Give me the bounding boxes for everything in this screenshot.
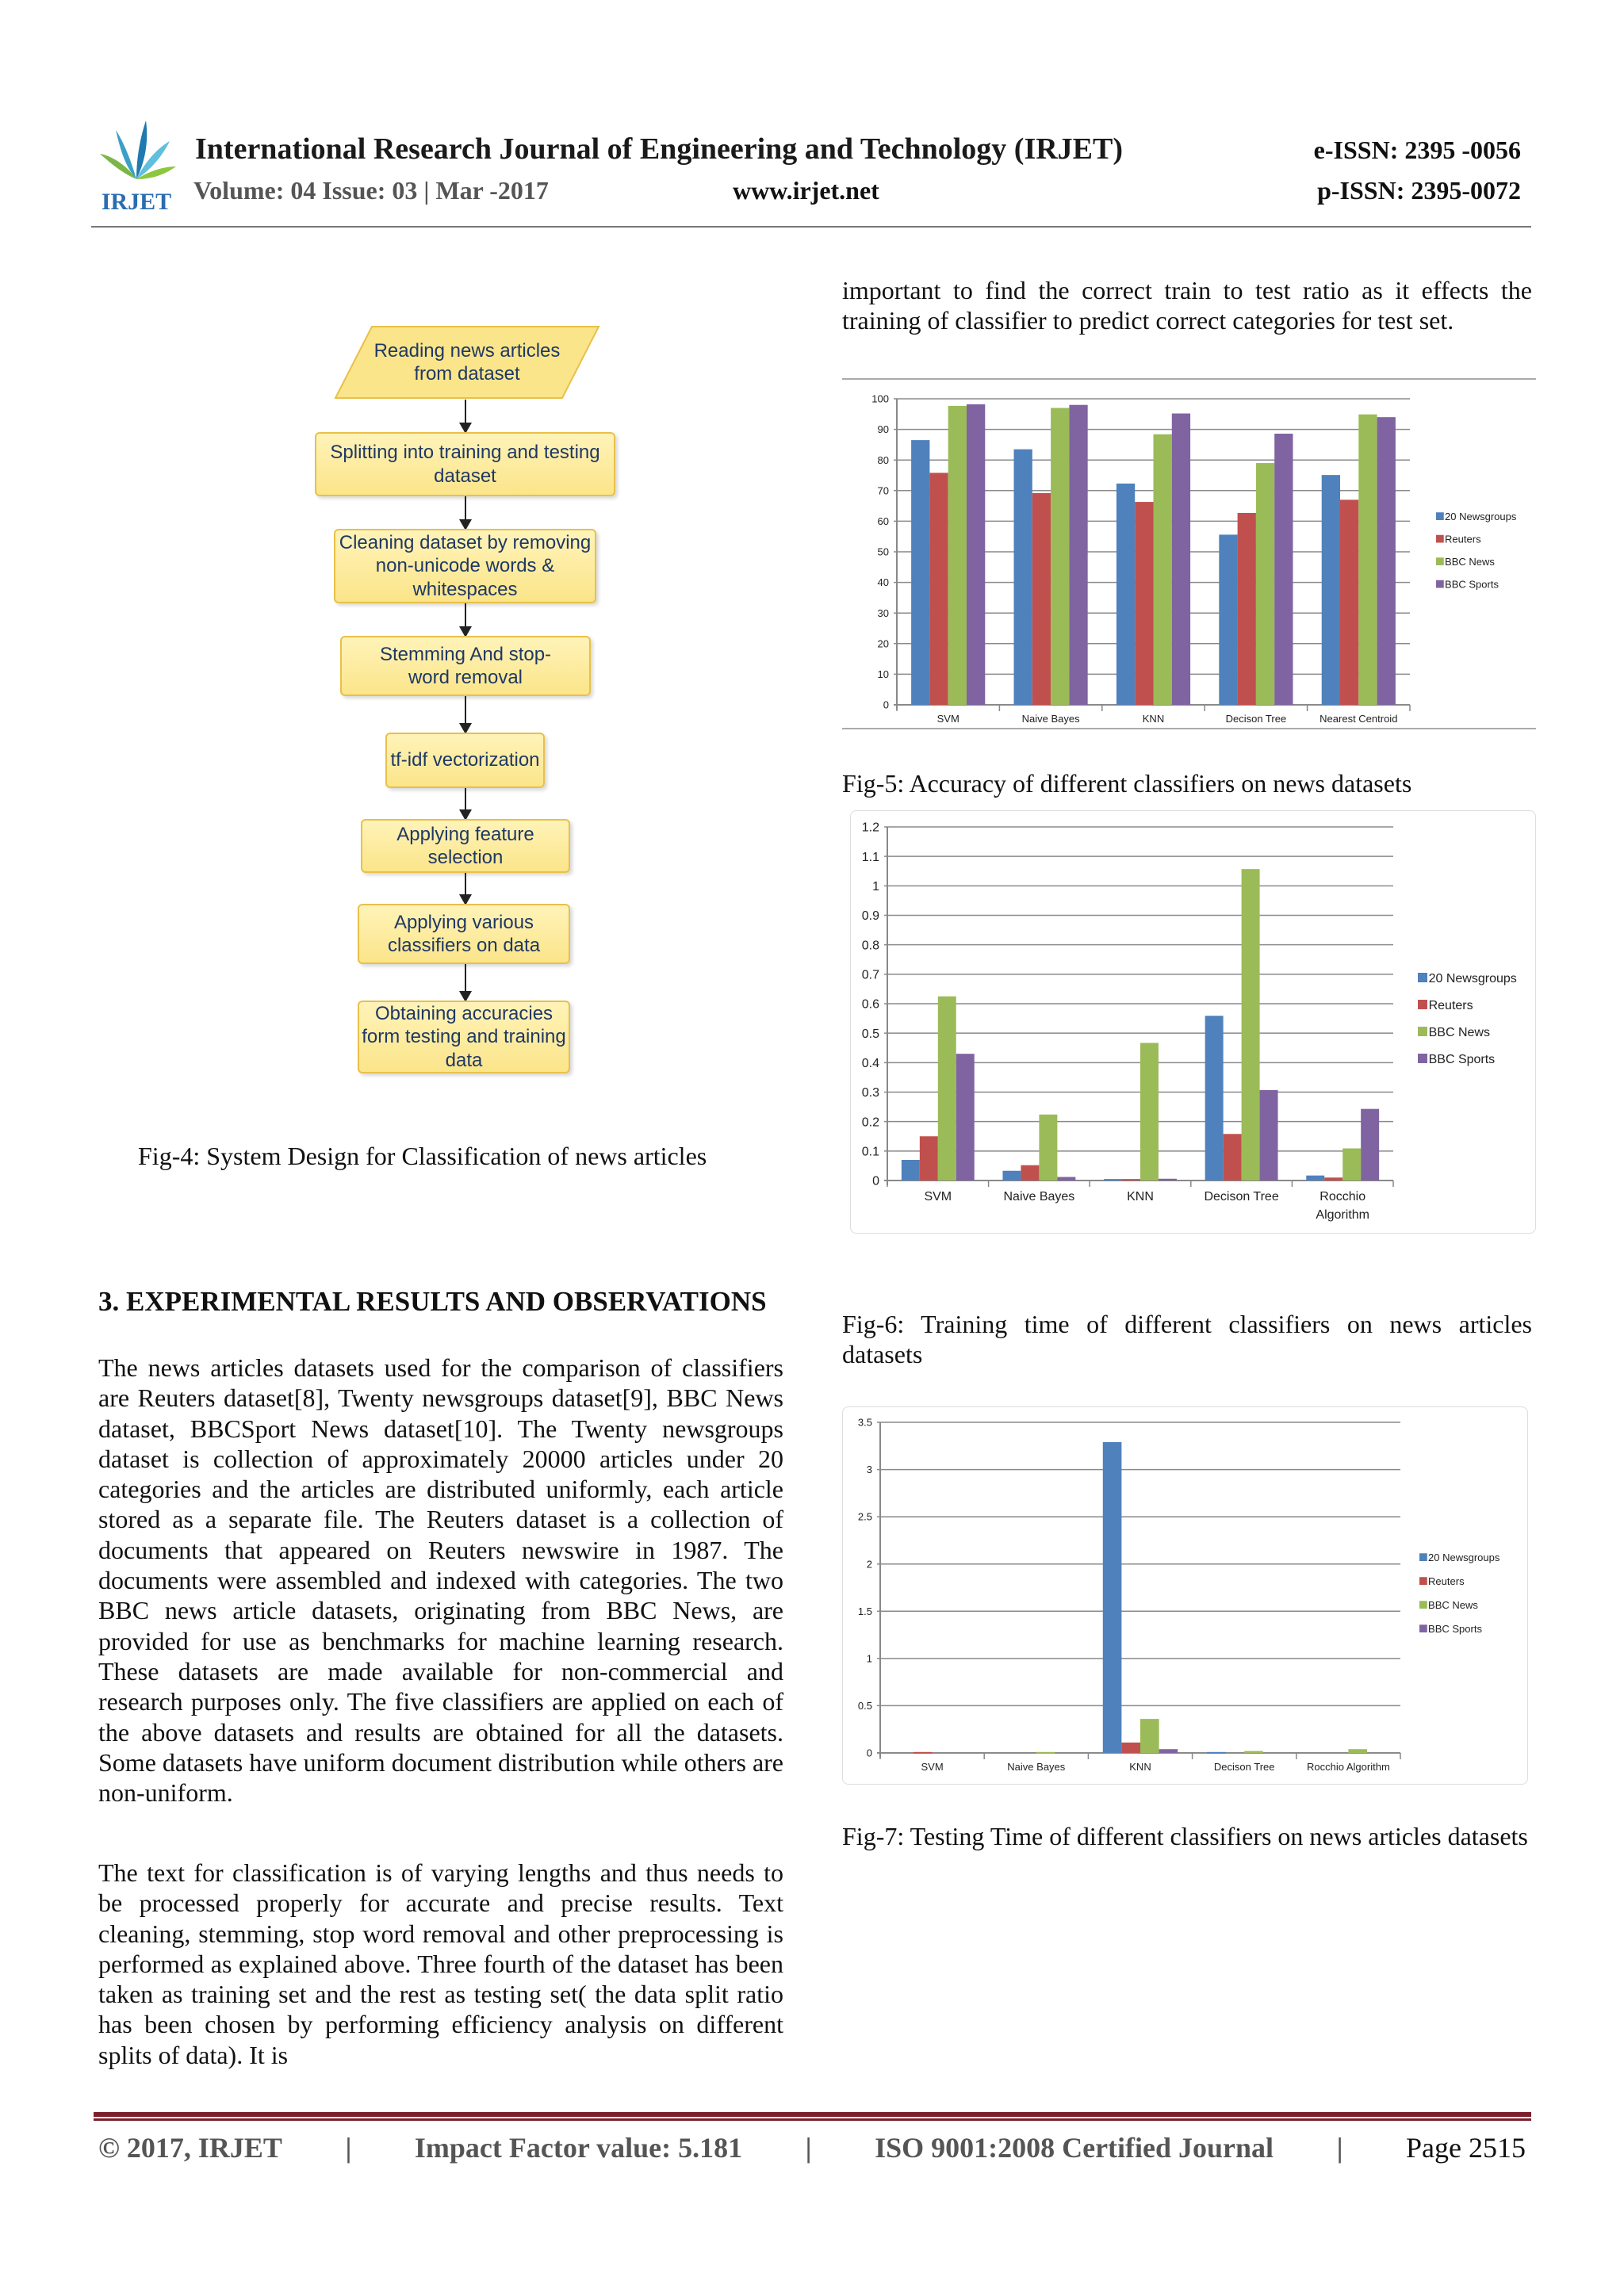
bar-bbc-sports [967,404,985,705]
legend-label: 20 Newsgroups [1445,511,1517,522]
bar-20-newsgroups [911,440,929,705]
y-tick-label: 1.5 [857,1605,872,1617]
bar-bbc-sports [1377,417,1396,705]
flow-step-stem: Stemming And stop-word removal [340,636,591,696]
x-tick-label: Naive Bayes [1021,713,1080,725]
y-tick-label: 0.5 [861,1027,879,1041]
section-heading: 3. EXPERIMENTAL RESULTS AND OBSERVATIONS [98,1286,767,1317]
logo-leaf-icon [94,116,179,214]
bar-reuters [1340,499,1358,705]
bar-20-newsgroups [1219,534,1237,705]
footer-separator: | [345,2132,352,2164]
flow-step-read [334,325,600,400]
legend-swatch [1419,1624,1427,1632]
flow-step-feature: Applying feature selection [361,819,570,873]
bar-bbc-news [938,997,956,1181]
legend-swatch [1419,1601,1427,1609]
bar-reuters [929,473,948,705]
y-tick-label: 3 [866,1464,872,1476]
y-tick-label: 80 [877,453,889,466]
arrow-icon [465,873,466,904]
bar-bbc-news [1036,1752,1055,1754]
y-tick-label: 90 [877,423,889,436]
bar-bbc-news [1358,415,1377,705]
bar-bbc-news [1348,1749,1367,1753]
legend-label: BBC Sports [1428,1053,1496,1066]
legend-label: BBC News [1428,1599,1478,1611]
legend-label: BBC Sports [1428,1623,1482,1635]
bar-bbc-news [1039,1115,1057,1181]
fig4-caption: Fig-4: System Design for Classification of news articles [138,1142,707,1170]
fig7-caption: Fig-7: Testing Time of different classifiers on news articles datasets [842,1822,1528,1850]
legend-swatch [1418,1000,1427,1009]
bar-20-newsgroups [902,1160,920,1181]
legend-swatch [1436,535,1444,543]
flow-step-tfidf: tf-idf vectorization [385,733,545,788]
footer-iso: ISO 9001:2008 Certified Journal [875,2132,1274,2164]
y-tick-label: 100 [871,392,889,405]
y-tick-label: 1.2 [861,821,879,835]
legend-swatch [1418,1027,1427,1036]
flow-step-label: Reading news articles from dataset [373,339,561,385]
footer-impact-factor: Impact Factor value: 5.181 [414,2132,743,2164]
x-tick-label: Decison Tree [1204,1190,1279,1203]
fig6-caption: Fig-6: Training time of different classifiers on news articles datasets [842,1310,1532,1369]
flow-step-split: Splitting into training and testing dataset [315,432,615,496]
bar-reuters [1032,493,1051,705]
bar-bbc-sports [956,1054,975,1181]
bar-reuters [914,1752,933,1754]
bar-reuters [1121,1743,1140,1753]
bar-bbc-news [1140,1043,1159,1181]
footer-separator: | [1336,2132,1343,2164]
bar-20-newsgroups [1207,1752,1226,1754]
legend-label: Reuters [1428,999,1473,1012]
y-tick-label: 0.7 [861,968,879,982]
x-tick-label: SVM [921,1761,944,1773]
bar-bbc-news [1154,434,1172,705]
bar-reuters [1021,1165,1039,1181]
y-tick-label: 0.4 [861,1056,879,1070]
legend-swatch [1436,580,1444,588]
x-tick-label: SVM [936,713,959,725]
footer-copyright: © 2017, IRJET [98,2132,282,2164]
bar-bbc-news [1140,1719,1159,1753]
y-tick-label: 0.3 [861,1086,879,1100]
legend-swatch [1419,1577,1427,1585]
bar-bbc-sports [1057,1177,1075,1181]
y-tick-label: 2 [866,1558,872,1571]
page-number: Page 2515 [1406,2132,1526,2164]
training-time-chart [850,810,1536,1234]
paragraph-datasets: The news articles datasets used for the comparison of classifiers are Reuters dataset[8], Twenty newsgroups dataset[9], BBC News dataset, BBCSport News dataset[10]. The Twenty newsgroups dataset is collection of approximately 20000 articles under 20 categories and the articles are distributed uniformly, each article stored as a separate file. The Reuters dataset is a collection of documents that appeared on Reuters newswire in 1987. The documents were assembled and indexed with categories. The two BBC news article datasets, originating from BBC News, are provided for use as benchmarks for machine learning research. These datasets are made available for non-commercial and research purposes only. The five classifiers are applied on each of the above datasets and results are obtained for all the datasets. Some datasets have uniform document distribution while others are non-uniform. [98,1353,783,1808]
y-tick-label: 0 [872,1174,879,1188]
legend-swatch [1436,512,1444,520]
svg-text:IRJET: IRJET [101,189,172,214]
footer-divider [94,2112,1531,2118]
y-tick-label: 0.2 [861,1115,879,1130]
y-tick-label: 0.1 [861,1145,879,1159]
legend-label: BBC Sports [1445,578,1499,591]
legend-label: BBC News [1428,1026,1490,1039]
flow-step-accuracy: Obtaining accuracies form testing and training data [358,1001,570,1073]
bar-20-newsgroups [1104,1179,1122,1181]
bar-bbc-news [1256,463,1274,705]
legend-label: 20 Newsgroups [1428,972,1517,985]
x-tick-label: Nearest Centroid [1320,713,1398,725]
y-tick-label: 20 [877,637,889,650]
chart-svg [851,811,1535,1233]
bar-bbc-sports [1260,1090,1278,1181]
bar-bbc-sports [1069,405,1087,705]
legend-swatch [1418,973,1427,982]
x-tick-label: Decison Tree [1225,713,1287,725]
irjet-logo [94,116,179,214]
arrow-icon [465,603,466,636]
arrow-icon [465,496,466,529]
arrow-icon [465,400,466,432]
footer [98,2131,1526,2164]
y-tick-label: 70 [877,484,889,497]
y-tick-label: 50 [877,545,889,558]
y-tick-label: 0.8 [861,939,879,953]
bar-20-newsgroups [1322,475,1340,705]
header-divider [91,226,1531,228]
bar-bbc-sports [1274,434,1293,705]
legend-swatch [1419,1553,1427,1561]
bar-reuters [1135,502,1153,705]
journal-title: International Research Journal of Engineering and Technology (IRJET) [195,132,1124,166]
x-tick-label: Rocchio Algorithm [1307,1761,1390,1773]
bar-20-newsgroups [1116,484,1135,705]
x-tick-label: SVM [924,1190,952,1203]
bar-bbc-sports [1172,414,1190,705]
footer-separator: | [805,2132,812,2164]
header-row-bottom [195,176,1521,205]
y-tick-label: 0.9 [861,909,879,924]
bar-bbc-sports [1159,1179,1177,1181]
x-tick-label: Naive Bayes [1003,1190,1075,1203]
header-row-top [195,132,1521,166]
fig5-caption: Fig-5: Accuracy of different classifiers on news datasets [842,769,1412,798]
bar-bbc-news [1342,1148,1361,1181]
y-tick-label: 30 [877,607,889,619]
y-tick-label: 1 [872,879,879,894]
flow-step-classify: Applying various classifiers on data [358,904,570,964]
legend-label: Reuters [1445,533,1481,545]
arrow-icon [465,964,466,1001]
y-tick-label: 10 [877,668,889,680]
x-tick-label: Decison Tree [1213,1761,1275,1773]
eissn: e-ISSN: 2395 -0056 [1313,136,1521,164]
bar-reuters [1238,513,1256,705]
bar-reuters [1324,1177,1342,1181]
chart-svg [842,380,1536,728]
accuracy-chart [842,378,1536,729]
testing-time-chart [842,1406,1528,1785]
y-tick-label: 60 [877,515,889,527]
paragraph-preprocessing: The text for classification is of varying lengths and thus needs to be processed properly for accurate and precise results. Text cleaning, stemming, stop word removal and other preprocessing is performed as explained above. Three fourth of the dataset has been taken as training set and the rest as testing set( the data split ratio has been chosen by performing efficiency analysis on different splits of data). It is [98,1858,783,2069]
bar-20-newsgroups [1205,1016,1224,1181]
y-tick-label: 40 [877,576,889,589]
y-tick-label: 0.5 [857,1699,872,1712]
flow-step-clean: Cleaning dataset by removing non-unicode words & whitespaces [334,529,596,603]
legend-swatch [1436,557,1444,565]
legend-label: BBC News [1445,556,1495,568]
y-tick-label: 1 [866,1652,872,1665]
legend-label: 20 Newsgroups [1428,1552,1500,1563]
x-tick-label: KNN [1142,713,1165,725]
x-tick-label: Rocchio [1320,1190,1366,1203]
bar-reuters [1224,1134,1242,1181]
arrow-icon [465,696,466,733]
website-link[interactable]: www.irjet.net [733,176,879,205]
x-tick-label: KNN [1129,1761,1151,1773]
y-tick-label: 1.1 [861,850,879,864]
bar-20-newsgroups [1014,450,1032,705]
legend-swatch [1418,1054,1427,1063]
y-tick-label: 2.5 [857,1510,872,1523]
legend-label: Reuters [1428,1575,1465,1587]
bar-bbc-sports [1159,1749,1178,1753]
y-tick-label: 0.6 [861,997,879,1012]
x-tick-label: Naive Bayes [1007,1761,1066,1773]
bar-20-newsgroups [1103,1442,1122,1753]
pissn: p-ISSN: 2395-0072 [1317,176,1521,205]
bar-bbc-news [948,406,967,705]
bar-bbc-sports [1361,1109,1379,1181]
bar-20-newsgroups [1002,1171,1021,1181]
x-tick-label: KNN [1127,1190,1154,1203]
bar-reuters [1122,1179,1140,1181]
paragraph-ratio: important to find the correct train to test ratio as it effects the training of classifier to predict correct categories for test set. [842,276,1532,335]
y-tick-label: 0 [866,1747,872,1759]
y-tick-label: 3.5 [857,1416,872,1429]
bar-bbc-news [1244,1751,1263,1753]
volume-issue: Volume: 04 Issue: 03 | Mar -2017 [193,176,549,205]
bar-reuters [920,1136,938,1181]
arrow-icon [465,788,466,819]
bar-bbc-news [1242,869,1260,1181]
bar-bbc-news [1051,408,1069,705]
y-tick-label: 0 [883,698,889,711]
chart-svg [843,1407,1527,1784]
bar-20-newsgroups [1306,1176,1324,1181]
x-tick-label: Algorithm [1316,1208,1369,1222]
